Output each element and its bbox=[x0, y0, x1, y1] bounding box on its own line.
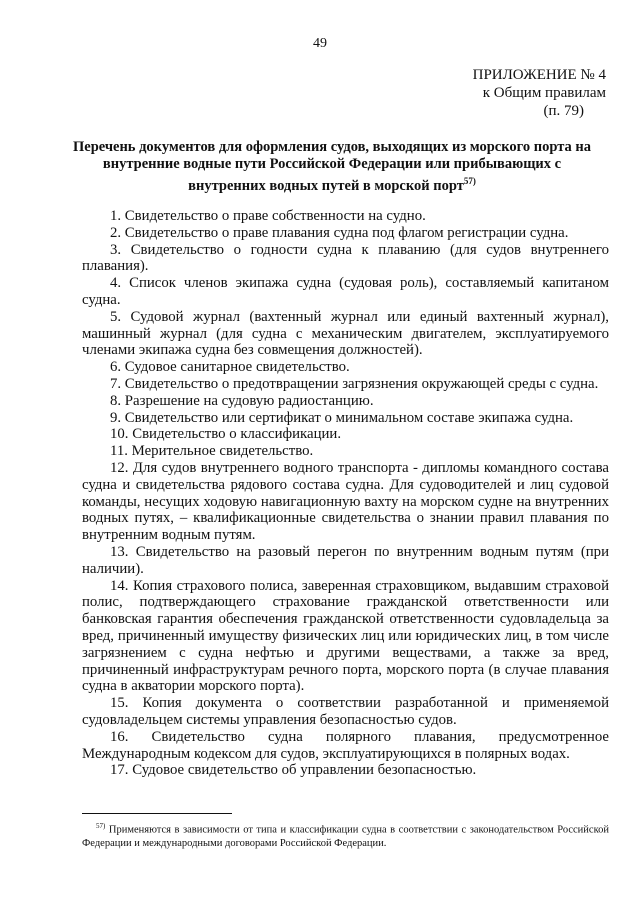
list-item: 17. Судовое свидетельство об управлении безопасностью. bbox=[110, 762, 477, 779]
list-item: 1. Свидетельство о праве собственности на судно. bbox=[110, 208, 426, 224]
document-list bbox=[82, 208, 609, 779]
list-item: 4. Список членов экипажа судна (судовая роль), составляемый капитаном судна. bbox=[82, 275, 609, 308]
list-item: 10. Свидетельство о классификации. bbox=[110, 426, 342, 443]
footnote bbox=[82, 820, 609, 850]
appendix-reference: к Общим правилам bbox=[482, 85, 606, 101]
list-item: 5. Судовой журнал (вахтенный журнал или единый вахтенный журнал), машинный журнал (для судна с механическим двигателем, эксплуатируемого членами экипажа судна без совмещения должностей). bbox=[82, 308, 609, 359]
list-item: 12. Для судов внутреннего водного транспорта - дипломы командного состава судна и свидетельства рядового состава судна. Для судоводителей и лиц судовой команды, несущих ходовую навигационную вахту на морском судне на внутренних водных путях, – квалификационные свидетельства о знании правил плавания по внутренним водным путям. bbox=[82, 459, 609, 544]
page-number: 49 bbox=[313, 36, 327, 51]
footnote-divider bbox=[82, 813, 232, 814]
appendix-header bbox=[473, 66, 606, 120]
list-item: 16. Свидетельство судна полярного плавания, предусмотренное Международным кодексом для судов, эксплуатирующихся в полярных водах. bbox=[82, 728, 609, 762]
document-title bbox=[72, 139, 592, 195]
list-item: 11. Мерительное свидетельство. bbox=[110, 443, 314, 460]
appendix-clause: (п. 79) bbox=[543, 103, 584, 119]
appendix-title: ПРИЛОЖЕНИЕ № 4 bbox=[472, 67, 606, 83]
list-item: 7. Свидетельство о предотвращении загрязнения окружающей среды с судна. bbox=[110, 375, 599, 392]
list-item: 13. Свидетельство на разовый перегон по внутренним водным путям (при наличии). bbox=[82, 543, 609, 577]
list-item: 3. Свидетельство о годности судна к плаванию (для судов внутреннего плавания). bbox=[82, 241, 609, 275]
list-item: 14. Копия страхового полиса, заверенная страховщиком, выдавшим страховой полис, подтверждающего страхование гражданской ответственности или банковская гарантия обеспечения гражданской ответственности судовладельца за вред, причиненный имуществу физических лиц или юридических лиц, в том числе загрязнением с судна нефтью и другими веществами, а также за вред, причиненный инфраструктурам речного порта, морского порта (в случае плавания судна в акватории морского порта). bbox=[82, 577, 609, 695]
list-item: 15. Копия документа о соответствии разработанной и применяемой судовладельцем системы управления безопасностью судов. bbox=[82, 695, 609, 728]
list-item: 2. Свидетельство о праве плавания судна под флагом регистрации судна. bbox=[110, 224, 569, 241]
title-footnote-ref: 57) bbox=[463, 176, 476, 186]
footnote-text: Применяются в зависимости от типа и классификации судна в соответствии с законодательством Российской Федерации и международными договорами Российской Федерации. bbox=[82, 824, 610, 849]
list-item: 9. Свидетельство или сертификат о минимальном составе экипажа судна. bbox=[110, 409, 574, 426]
list-item: 8. Разрешение на судовую радиостанцию. bbox=[110, 392, 374, 409]
footnote-marker: 57) bbox=[96, 822, 106, 830]
document-title-text: Перечень документов для оформления судов, выходящих из морского порта на внутренние водные пути Российской Федерации или прибывающих с внутренних водных путей в морской порт bbox=[72, 139, 592, 194]
list-item: 6. Судовое санитарное свидетельство. bbox=[110, 359, 350, 376]
